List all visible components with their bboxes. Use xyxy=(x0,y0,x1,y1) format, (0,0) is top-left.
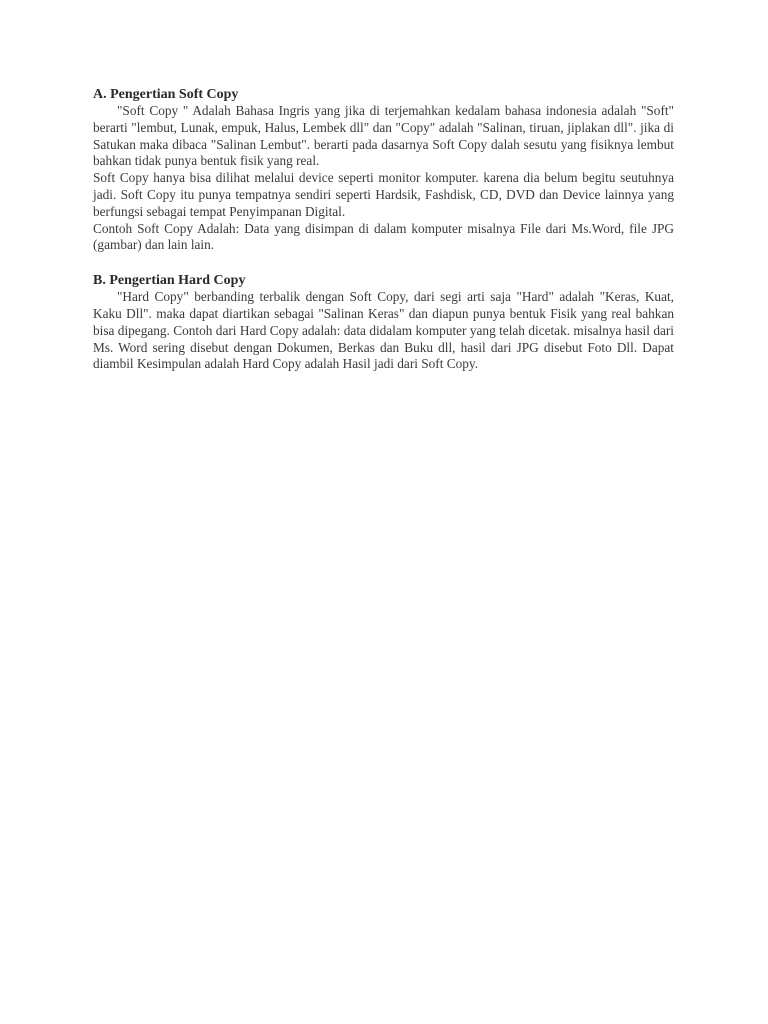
paragraph-soft-copy-definition: "Soft Copy " Adalah Bahasa Ingris yang jika di terjemahkan kedalam bahasa indonesia adalah "Soft" berarti "lembut, Lunak, empuk, Halus, Lembek dll" dan "Copy" adalah "Salinan, tiruan, jiplakan dll". jika di Satukan maka dibaca "Salinan Lembut". berarti pada dasarnya Soft Copy dalah sesutu yang fisiknya lembut bahkan tidak punya bentuk fisik yang real. xyxy=(93,103,674,169)
section-hard-copy xyxy=(93,272,674,373)
paragraph-hard-copy-definition: "Hard Copy" berbanding terbalik dengan Soft Copy, dari segi arti saja "Hard" adalah "Keras, Kuat, Kaku Dll". maka dapat diartikan sebagai "Salinan Keras" dan diapun punya bentuk Fisik yang real bahkan bisa dipegang. Contoh dari Hard Copy adalah: data didalam komputer yang telah dicetak. misalnya hasil dari Ms. Word sering disebut dengan Dokumen, Berkas dan Buku dll, hasil dari JPG disebut Foto Dll. Dapat diambil Kesimpulan adalah Hard Copy adalah Hasil jadi dari Soft Copy. xyxy=(93,289,674,372)
section-heading-soft-copy: A. Pengertian Soft Copy xyxy=(93,87,239,102)
document-page xyxy=(93,86,674,373)
section-soft-copy xyxy=(93,86,674,254)
section-heading-hard-copy: B. Pengertian Hard Copy xyxy=(93,273,246,289)
paragraph-soft-copy-device: Soft Copy hanya bisa dilihat melalui device seperti monitor komputer. karena dia belum begitu seutuhnya jadi. Soft Copy itu punya tempatnya sendiri seperti Hardsik, Fashdisk, CD, DVD dan Device lainnya yang berfungsi sebagai tempat Penyimpanan Digital. xyxy=(93,170,674,219)
paragraph-soft-copy-example: Contoh Soft Copy Adalah: Data yang disimpan di dalam komputer misalnya File dari Ms.Word, file JPG (gambar) dan lain lain. xyxy=(93,220,674,253)
